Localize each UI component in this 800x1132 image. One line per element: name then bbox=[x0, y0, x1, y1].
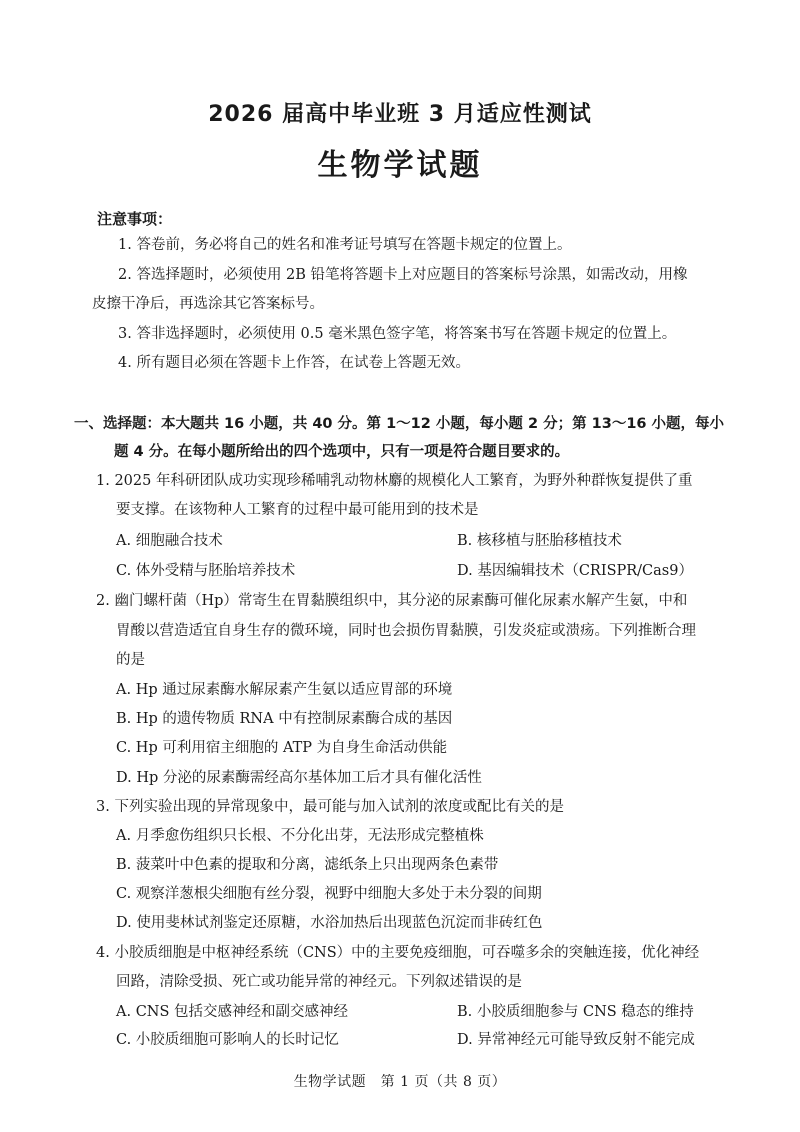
q2-option-a: A. Hp 通过尿素酶水解尿素产生氨以适应胃部的环境 bbox=[116, 682, 453, 698]
q2-option-d: D. Hp 分泌的尿素酶需经高尔基体加工后才具有催化活性 bbox=[116, 770, 482, 786]
q1-option-b: B. 核移植与胚胎移植技术 bbox=[457, 533, 622, 549]
q1-stem-line-2: 要支撑。在该物种人工繁育的过程中最可能用到的技术是 bbox=[116, 502, 479, 518]
q4-stem-line-2: 回路，清除受损、死亡或功能异常的神经元。下列叙述错误的是 bbox=[116, 974, 522, 990]
section-heading-line-2: 题 4 分。在每小题所给出的四个选项中，只有一项是符合题目要求的。 bbox=[114, 444, 570, 460]
notice-heading: 注意事项： bbox=[97, 210, 173, 228]
q4-option-b: B. 小胶质细胞参与 CNS 稳态的维持 bbox=[457, 1004, 694, 1020]
q2-stem-line-3: 的是 bbox=[116, 652, 145, 668]
q1-stem-line-1: 1. 2025 年科研团队成功实现珍稀哺乳动物林麝的规模化人工繁育，为野外种群恢复提供了重 bbox=[96, 473, 693, 489]
subject-title: 生物学试题 bbox=[317, 148, 483, 183]
notice-item-3: 3. 答非选择题时，必须使用 0.5 毫米黑色签字笔，将答案书写在答题卡规定的位置上。 bbox=[118, 326, 677, 342]
section-heading-line-1: 一、选择题：本大题共 16 小题，共 40 分。第 1～12 小题，每小题 2 分；第 13～16 小题，每小 bbox=[74, 416, 725, 432]
q3-option-d: D. 使用斐林试剂鉴定还原糖，水浴加热后出现蓝色沉淀而非砖红色 bbox=[116, 915, 543, 931]
q2-option-c: C. Hp 可利用宿主细胞的 ATP 为自身生命活动供能 bbox=[116, 740, 448, 756]
notice-item-2-line-1: 2. 答选择题时，必须使用 2B 铅笔将答题卡上对应题目的答案标号涂黑，如需改动，用橡 bbox=[118, 267, 688, 283]
q2-option-b: B. Hp 的遗传物质 RNA 中有控制尿素酶合成的基因 bbox=[116, 711, 453, 727]
q4-option-c: C. 小胶质细胞可影响人的长时记忆 bbox=[116, 1032, 339, 1048]
notice-item-1: 1. 答卷前，务必将自己的姓名和准考证号填写在答题卡规定的位置上。 bbox=[118, 237, 572, 253]
q2-stem-line-2: 胃酸以营造适宜自身生存的微环境，同时也会损伤胃黏膜，引发炎症或溃疡。下列推断合理 bbox=[116, 623, 696, 639]
q4-option-a: A. CNS 包括交感神经和副交感神经 bbox=[116, 1004, 349, 1020]
q3-option-a: A. 月季愈伤组织只长根、不分化出芽，无法形成完整植株 bbox=[116, 828, 484, 844]
page-footer: 生物学试题 第 1 页（共 8 页） bbox=[293, 1074, 507, 1090]
notice-item-4: 4. 所有题目必须在答题卡上作答，在试卷上答题无效。 bbox=[118, 355, 470, 371]
q1-option-a: A. 细胞融合技术 bbox=[116, 533, 223, 549]
q4-stem-line-1: 4. 小胶质细胞是中枢神经系统（CNS）中的主要免疫细胞，可吞噬多余的突触连接，优化神经 bbox=[96, 945, 700, 961]
q3-option-c: C. 观察洋葱根尖细胞有丝分裂，视野中细胞大多处于未分裂的间期 bbox=[116, 886, 542, 902]
exam-title: 2026 届高中毕业班 3 月适应性测试 bbox=[208, 102, 592, 127]
q1-option-d: D. 基因编辑技术（CRISPR/Cas9） bbox=[457, 563, 693, 579]
q4-option-d: D. 异常神经元可能导致反射不能完成 bbox=[457, 1032, 695, 1048]
notice-item-2-line-2: 皮擦干净后，再选涂其它答案标号。 bbox=[92, 296, 324, 312]
q2-stem-line-1: 2. 幽门螺杆菌（Hp）常寄生在胃黏膜组织中，其分泌的尿素酶可催化尿素水解产生氨，中和 bbox=[96, 593, 688, 609]
q3-option-b: B. 菠菜叶中色素的提取和分离，滤纸条上只出现两条色素带 bbox=[116, 857, 499, 873]
q1-option-c: C. 体外受精与胚胎培养技术 bbox=[116, 563, 296, 579]
q3-stem-line-1: 3. 下列实验出现的异常现象中，最可能与加入试剂的浓度或配比有关的是 bbox=[96, 799, 564, 815]
